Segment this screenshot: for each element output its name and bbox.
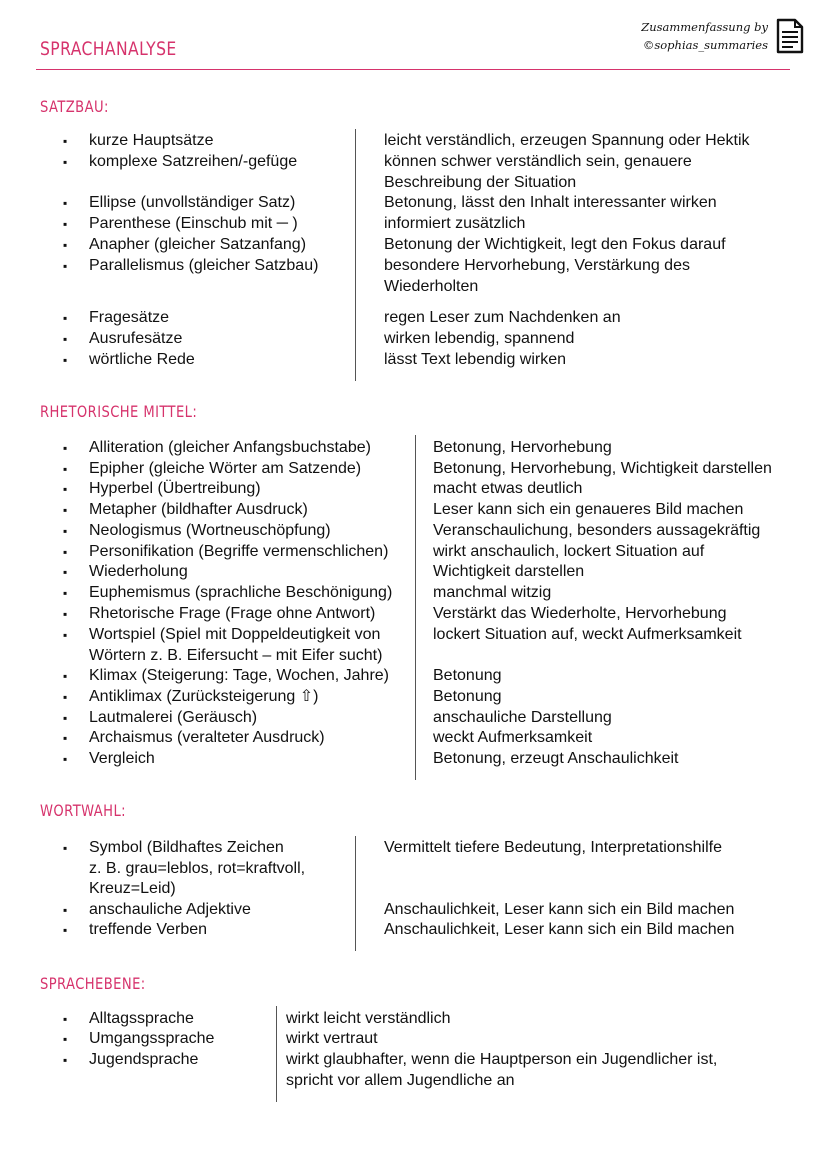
effect-text: wirken lebendig, spannend (384, 330, 575, 347)
bullet-icon: ▪ (63, 1032, 68, 1046)
effect-text: wirkt leicht verständlich (286, 1010, 451, 1027)
term-text-cont: z. B. grau=leblos, rot=kraftvoll, (89, 859, 306, 877)
term-text: Klimax (Steigerung: Tage, Wochen, Jahre) (89, 667, 390, 684)
term-text: Rhetorische Frage (Frage ohne Antwort) (89, 605, 376, 622)
bullet-icon: ▪ (63, 259, 68, 273)
term-text: Symbol (Bildhaftes Zeichen (89, 839, 284, 856)
effect-text: Wichtigkeit darstellen (433, 563, 585, 580)
bullet-icon: ▪ (63, 441, 68, 455)
bullet-icon: ▪ (63, 311, 68, 325)
term-text: Archaismus (veralteter Ausdruck) (89, 729, 325, 746)
bullet-icon: ▪ (63, 731, 68, 745)
term-text: Epipher (gleiche Wörter am Satzende) (89, 460, 362, 477)
effect-text: wirkt anschaulich, lockert Situation auf (433, 543, 705, 560)
bullet-icon: ▪ (63, 217, 68, 231)
bullet-icon: ▪ (63, 586, 68, 600)
bullet-icon: ▪ (63, 628, 68, 642)
bullet-icon: ▪ (63, 134, 68, 148)
bullet-icon: ▪ (63, 332, 68, 346)
page-title: SPRACHANALYSE (40, 38, 177, 60)
term-text: Parallelismus (gleicher Satzbau) (89, 257, 319, 274)
section-heading-wortwahl: WORTWAHL: (40, 801, 126, 820)
bullet-icon: ▪ (63, 1053, 68, 1067)
term-text: Fragesätze (89, 309, 170, 326)
term-text: Wortspiel (Spiel mit Doppeldeutigkeit von (89, 626, 381, 643)
effect-text: Veranschaulichung, besonders aussagekräftig (433, 522, 761, 539)
effect-text: Betonung der Wichtigkeit, legt den Fokus darauf (384, 236, 726, 253)
effect-text: Anschaulichkeit, Leser kann sich ein Bild machen (384, 901, 735, 918)
bullet-icon: ▪ (63, 196, 68, 210)
term-text: anschauliche Adjektive (89, 901, 251, 918)
effect-text: Anschaulichkeit, Leser kann sich ein Bild machen (384, 921, 735, 938)
title-divider (36, 69, 790, 70)
effect-text: macht etwas deutlich (433, 480, 583, 497)
effect-text: manchmal witzig (433, 584, 552, 601)
term-text: komplexe Satzreihen/-gefüge (89, 153, 298, 170)
effect-text: Leser kann sich ein genaueres Bild machen (433, 501, 744, 518)
bullet-icon: ▪ (63, 482, 68, 496)
bullet-icon: ▪ (63, 711, 68, 725)
credit-line-1: Zusammenfassung by (641, 20, 768, 34)
term-text: Personifikation (Begriffe vermenschlichen) (89, 543, 389, 560)
credit-line-2: ©sophias_summaries (642, 38, 768, 52)
term-text: Euphemismus (sprachliche Beschönigung) (89, 584, 393, 601)
bullet-icon: ▪ (63, 524, 68, 538)
effect-text: Betonung (433, 688, 502, 705)
bullet-icon: ▪ (63, 690, 68, 704)
bullet-icon: ▪ (63, 923, 68, 937)
column-divider-rhetorische-mittel (415, 435, 416, 780)
section-heading-sprachebene: SPRACHEBENE: (40, 974, 146, 993)
effect-text: Betonung, Hervorhebung (433, 439, 612, 456)
term-text-cont: Kreuz=Leid) (89, 880, 176, 898)
effect-text: Betonung, erzeugt Anschaulichkeit (433, 750, 679, 767)
term-text: Lautmalerei (Geräusch) (89, 709, 258, 726)
effect-text: wirkt vertraut (286, 1030, 378, 1047)
term-text: Alliteration (gleicher Anfangsbuchstabe) (89, 439, 371, 456)
term-text: Neologismus (Wortneuschöpfung) (89, 522, 331, 539)
bullet-icon: ▪ (63, 155, 68, 169)
bullet-icon: ▪ (63, 238, 68, 252)
credit (641, 18, 768, 54)
section-heading-rhetorische-mittel: RHETORISCHE MITTEL: (40, 402, 198, 421)
effect-text: anschauliche Darstellung (433, 709, 612, 726)
bullet-icon: ▪ (63, 462, 68, 476)
term-text: treffende Verben (89, 921, 208, 938)
term-text: kurze Hauptsätze (89, 132, 214, 149)
term-text: Antiklimax (Zurücksteigerung ⇧) (89, 688, 319, 705)
effect-text: Vermittelt tiefere Bedeutung, Interpretationshilfe (384, 839, 722, 856)
bullet-icon: ▪ (63, 353, 68, 367)
term-text: Jugendsprache (89, 1051, 199, 1068)
effect-text: Verstärkt das Wiederholte, Hervorhebung (433, 605, 727, 622)
term-text: Vergleich (89, 750, 155, 767)
term-text-cont: Wörtern z. B. Eifersucht – mit Eifer sucht) (89, 646, 383, 664)
effect-text: weckt Aufmerksamkeit (433, 729, 593, 746)
bullet-icon: ▪ (63, 545, 68, 559)
term-text: Anapher (gleicher Satzanfang) (89, 236, 307, 253)
effect-text: informiert zusätzlich (384, 215, 526, 232)
effect-text: besondere Hervorhebung, Verstärkung des (384, 257, 690, 274)
effect-text: lässt Text lebendig wirken (384, 351, 567, 368)
bullet-icon: ▪ (63, 841, 68, 855)
effect-text: wirkt glaubhafter, wenn die Hauptperson ein Jugendlicher ist, (286, 1051, 718, 1068)
effect-text: Betonung, lässt den Inhalt interessanter wirken (384, 194, 717, 211)
term-text: Ellipse (unvollständiger Satz) (89, 194, 296, 211)
term-text: Metapher (bildhafter Ausdruck) (89, 501, 308, 518)
bullet-icon: ▪ (63, 1012, 68, 1026)
term-text: wörtliche Rede (89, 351, 195, 368)
bullet-icon: ▪ (63, 752, 68, 766)
bullet-icon: ▪ (63, 565, 68, 579)
term-text: Wiederholung (89, 563, 188, 580)
column-divider-sprachebene (276, 1006, 277, 1102)
bullet-icon: ▪ (63, 669, 68, 683)
effect-text: können schwer verständlich sein, genauere (384, 153, 692, 170)
effect-text-cont: spricht vor allem Jugendliche an (286, 1071, 515, 1089)
document-icon (776, 18, 804, 54)
effect-text: Betonung, Hervorhebung, Wichtigkeit darstellen (433, 460, 772, 477)
column-divider-wortwahl (355, 836, 356, 951)
effect-text-cont: Wiederholten (384, 277, 479, 295)
bullet-icon: ▪ (63, 607, 68, 621)
term-text: Hyperbel (Übertreibung) (89, 480, 261, 497)
term-text: Ausrufesätze (89, 330, 183, 347)
effect-text: leicht verständlich, erzeugen Spannung oder Hektik (384, 132, 750, 149)
term-text: Alltagssprache (89, 1010, 194, 1027)
bullet-icon: ▪ (63, 503, 68, 517)
effect-text: Betonung (433, 667, 502, 684)
section-heading-satzbau: SATZBAU: (40, 97, 109, 116)
effect-text: regen Leser zum Nachdenken an (384, 309, 621, 326)
effect-text-cont: Beschreibung der Situation (384, 173, 577, 191)
effect-text: lockert Situation auf, weckt Aufmerksamkeit (433, 626, 742, 643)
column-divider-satzbau (355, 129, 356, 381)
term-text: Parenthese (Einschub mit ─ ) (89, 215, 298, 232)
term-text: Umgangssprache (89, 1030, 215, 1047)
bullet-icon: ▪ (63, 903, 68, 917)
